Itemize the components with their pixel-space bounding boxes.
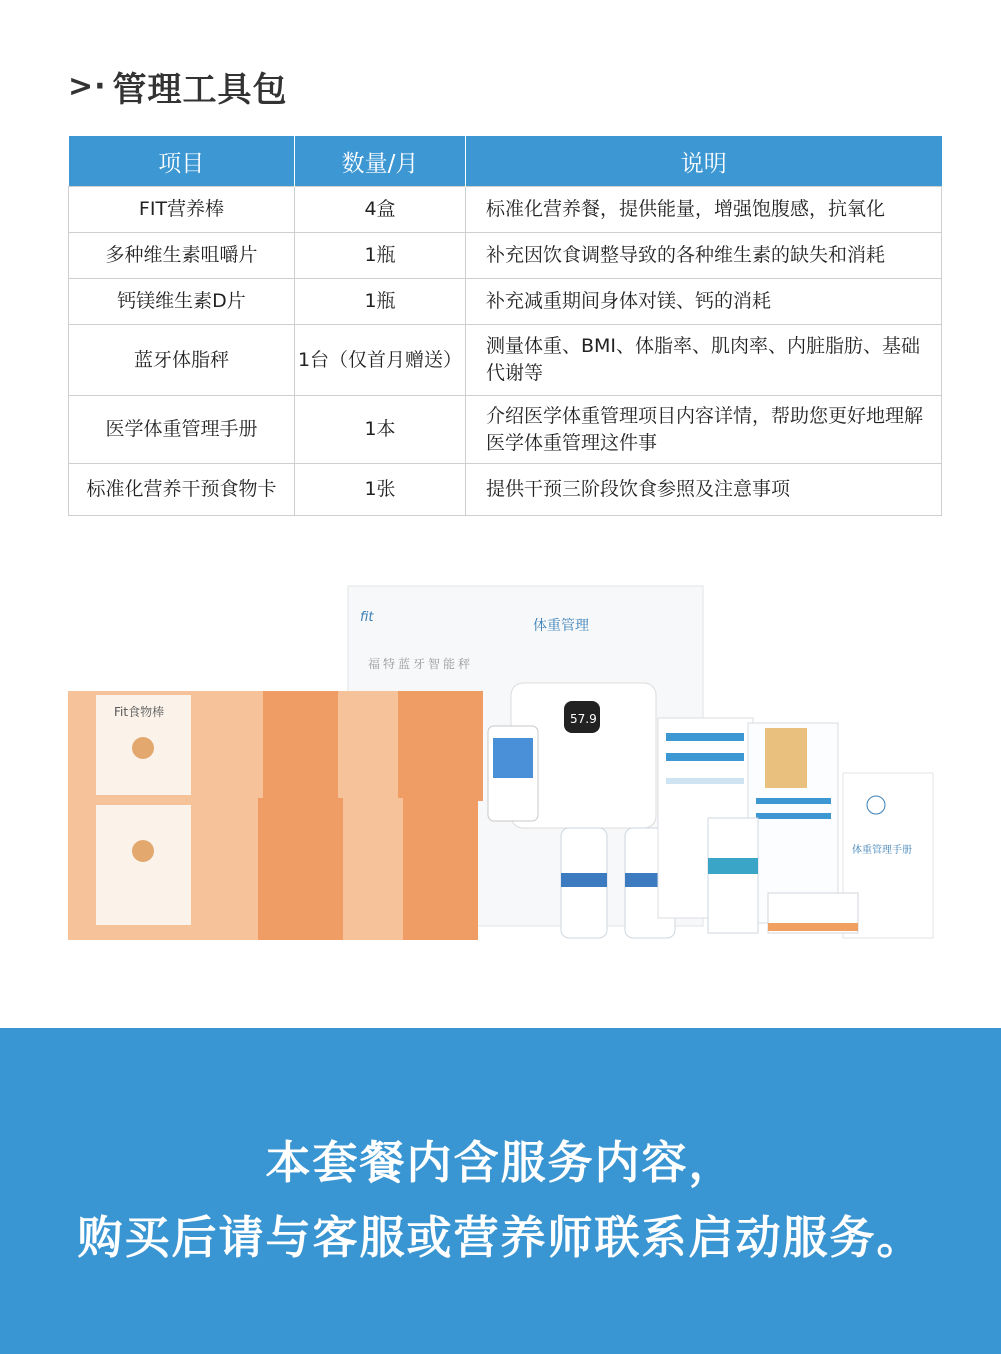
cell-desc: 提供干预三阶段饮食参照及注意事项 bbox=[466, 464, 942, 516]
cell-qty: 1本 bbox=[295, 396, 466, 464]
table-row bbox=[69, 464, 942, 516]
box-brand-logo: fit bbox=[360, 610, 374, 625]
header-qty: 数量/月 bbox=[295, 136, 466, 187]
cell-item: 蓝牙体脂秤 bbox=[69, 325, 295, 396]
header-item: 项目 bbox=[69, 136, 295, 187]
section-title-text: 管理工具包 bbox=[112, 70, 288, 110]
cell-desc: 介绍医学体重管理项目内容详情，帮助您更好地理解医学体重管理这件事 bbox=[466, 396, 942, 464]
section-title bbox=[68, 62, 288, 111]
test-strip-box-image bbox=[708, 818, 758, 933]
service-banner bbox=[0, 1028, 1001, 1354]
table-row bbox=[69, 279, 942, 325]
cell-item: 医学体重管理手册 bbox=[69, 396, 295, 464]
section-prefix: >· bbox=[68, 69, 107, 104]
table-row bbox=[69, 396, 942, 464]
table-row bbox=[69, 187, 942, 233]
cell-item: 钙镁维生素D片 bbox=[69, 279, 295, 325]
cell-item: 标准化营养干预食物卡 bbox=[69, 464, 295, 516]
product-kit-photo bbox=[68, 583, 941, 945]
toolkit-table bbox=[68, 136, 942, 516]
cell-desc: 补充减重期间身体对镁、钙的消耗 bbox=[466, 279, 942, 325]
cell-item: 多种维生素咀嚼片 bbox=[69, 233, 295, 279]
scale-box-label: 福特蓝牙智能秤 bbox=[368, 657, 474, 671]
cell-qty: 1张 bbox=[295, 464, 466, 516]
cell-desc: 补充因饮食调整导致的各种维生素的缺失和消耗 bbox=[466, 233, 942, 279]
table-row bbox=[69, 233, 942, 279]
scale-reading: 57.9 bbox=[570, 712, 597, 726]
header-desc: 说明 bbox=[466, 136, 942, 187]
cell-desc: 标准化营养餐，提供能量，增强饱腹感，抗氧化 bbox=[466, 187, 942, 233]
table-header-row bbox=[69, 136, 942, 187]
banner-line-2: 购买后请与客服或营养师联系启动服务。 bbox=[77, 1211, 924, 1264]
table-row bbox=[69, 325, 942, 396]
cell-qty: 1瓶 bbox=[295, 279, 466, 325]
cell-qty: 4盒 bbox=[295, 187, 466, 233]
weight-box-label: 体重管理 bbox=[533, 618, 589, 634]
banner-line-1: 本套餐内含服务内容， bbox=[265, 1136, 736, 1189]
bar-box-label: Fit食物棒 bbox=[114, 705, 165, 719]
cell-item: FIT营养棒 bbox=[69, 187, 295, 233]
cell-qty: 1瓶 bbox=[295, 233, 466, 279]
cell-desc: 测量体重、BMI、体脂率、肌肉率、内脏脂肪、基础代谢等 bbox=[466, 325, 942, 396]
cell-qty: 1台（仅首月赠送） bbox=[295, 325, 466, 396]
handbook-label: 体重管理手册 bbox=[852, 845, 912, 856]
